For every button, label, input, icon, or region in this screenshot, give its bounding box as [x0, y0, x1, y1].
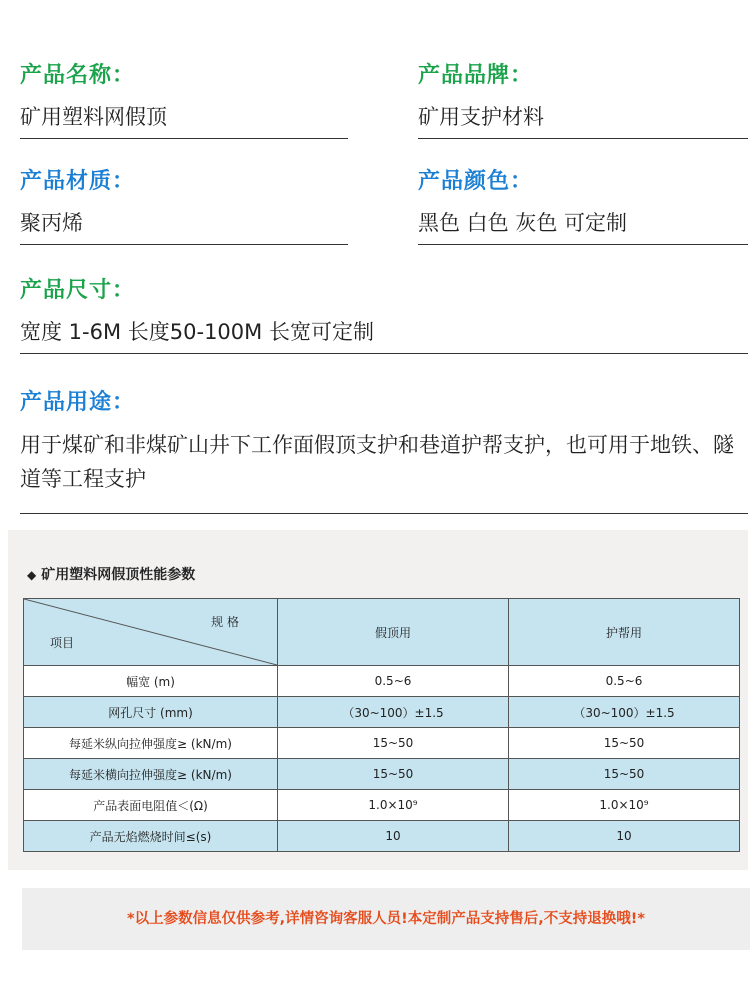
row-col2: （30~100）±1.5 — [509, 697, 740, 728]
divider — [20, 353, 748, 354]
diamond-icon: ◆ — [27, 568, 37, 582]
field-product-name — [20, 58, 348, 140]
product-brand-label: 产品品牌： — [418, 63, 534, 88]
table-corner-cell — [24, 599, 278, 666]
row-col1: 10 — [278, 821, 509, 852]
product-brand-value: 矿用支护材料 — [418, 105, 544, 129]
field-product-material — [20, 164, 348, 246]
header-col1: 假顶用 — [278, 599, 509, 666]
row-col2: 1.0×10⁹ — [509, 790, 740, 821]
table-row — [24, 728, 740, 759]
product-color-value: 黑色 白色 灰色 可定制 — [418, 211, 628, 235]
field-product-color — [418, 164, 748, 246]
row-col1: 15~50 — [278, 759, 509, 790]
table-row — [24, 759, 740, 790]
header-spec: 规 格 — [211, 615, 239, 629]
notice-banner — [22, 888, 750, 950]
table-row — [24, 790, 740, 821]
product-material-label: 产品材质： — [20, 169, 136, 194]
row-col1: （30~100）±1.5 — [278, 697, 509, 728]
row-item: 每延米纵向拉伸强度≥ (kN/m) — [24, 728, 278, 759]
product-size-value: 宽度 1-6M 长度50-100M 长宽可定制 — [20, 320, 374, 344]
divider — [20, 513, 748, 514]
row-item: 每延米横向拉伸强度≥ (kN/m) — [24, 759, 278, 790]
divider — [20, 138, 348, 139]
notice-text: *以上参数信息仅供参考,详情咨询客服人员!本定制产品支持售后,不支持退换哦!* — [127, 911, 645, 927]
spec-table — [23, 598, 740, 852]
field-product-brand — [418, 58, 748, 140]
header-item: 项目 — [50, 636, 75, 650]
parameters-title-text: 矿用塑料网假顶性能参数 — [41, 567, 196, 583]
field-product-usage — [20, 385, 748, 425]
product-name-label: 产品名称： — [20, 63, 136, 88]
table-row — [24, 697, 740, 728]
table-row — [24, 821, 740, 852]
table-header-row — [24, 599, 740, 666]
field-product-size — [20, 273, 748, 355]
row-item: 幅宽 (m) — [24, 666, 278, 697]
header-col2: 护帮用 — [509, 599, 740, 666]
row-col1: 1.0×10⁹ — [278, 790, 509, 821]
divider — [418, 138, 748, 139]
product-size-label: 产品尺寸： — [20, 278, 136, 303]
product-usage-value: 用于煤矿和非煤矿山井下工作面假顶支护和巷道护帮支护，也可用于地铁、隧道等工程支护 — [20, 433, 734, 491]
divider — [418, 244, 748, 245]
row-item: 产品无焰燃烧时间≤(s) — [24, 821, 278, 852]
diagonal-line — [24, 599, 277, 665]
product-usage-label: 产品用途： — [20, 390, 136, 415]
row-col1: 0.5~6 — [278, 666, 509, 697]
product-name-value: 矿用塑料网假顶 — [20, 105, 167, 129]
product-color-label: 产品颜色： — [418, 169, 534, 194]
row-col2: 0.5~6 — [509, 666, 740, 697]
row-item: 网孔尺寸 (mm) — [24, 697, 278, 728]
divider — [20, 244, 348, 245]
row-col2: 15~50 — [509, 728, 740, 759]
row-col2: 15~50 — [509, 759, 740, 790]
row-item: 产品表面电阻值＜(Ω) — [24, 790, 278, 821]
row-col1: 15~50 — [278, 728, 509, 759]
table-row — [24, 666, 740, 697]
product-material-value: 聚丙烯 — [20, 211, 83, 235]
parameters-title — [27, 564, 195, 584]
row-col2: 10 — [509, 821, 740, 852]
